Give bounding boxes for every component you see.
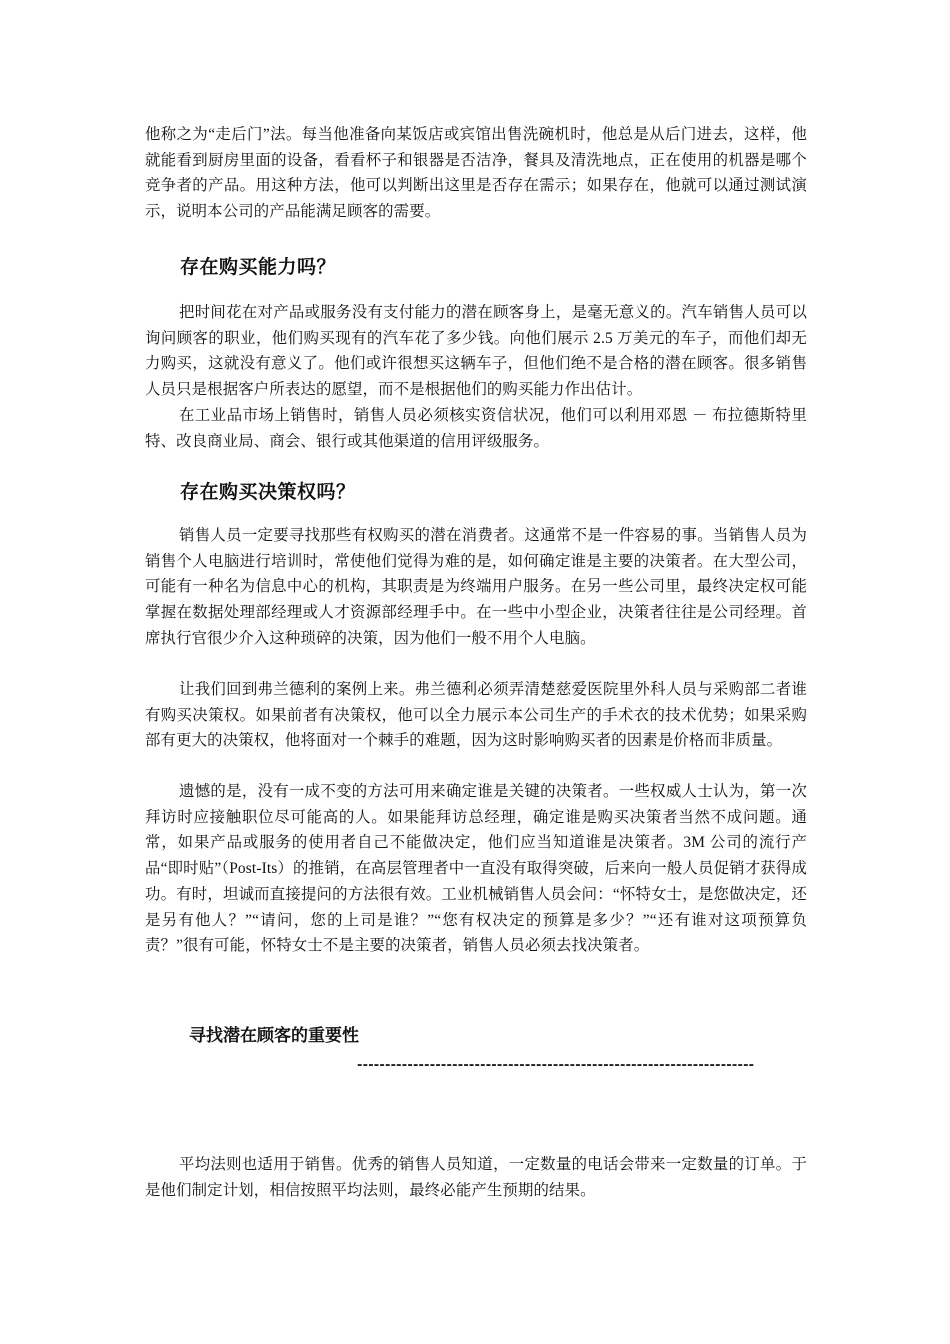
heading-purchasing-ability: 存在购买能力吗？ <box>180 256 337 278</box>
paragraph-ability-1: 把时间花在对产品或服务没有支付能力的潜在顾客身上，是毫无意义的。汽车销售人员可以询问顾客的职业，他们购买现有的汽车花了多少钱。向他们展示 2.5 万美元的车子，而他们却无力购买，这就没有意义了。他们或许很想买这辆车子，但他们绝不是合格的潜在顾客。很多销售人员只是根据客户所表达的愿望，而不是根据他们的购买能力作出估计。 <box>145 304 807 399</box>
dashed-rule: ----------------------------------------------------------------------- <box>357 1058 755 1073</box>
paragraph-intro: 他称之为“走后门”法。每当他准备向某饭店或宾馆出售洗碗机时，他总是从后门进去，这样，他就能看到厨房里面的设备，看看杯子和银器是否洁净，餐具及清洗地点，正在使用的机器是哪个竞争者的产品。用这种方法，他可以判断出这里是否存在需示；如果存在，他就可以通过测试演示，说明本公司的产品能满足顾客的需要。 <box>145 126 807 221</box>
heading-importance-of-prospecting: 寻找潜在顾客的重要性 <box>189 1026 359 1046</box>
paragraph-law-of-averages: 平均法则也适用于销售。优秀的销售人员知道，一定数量的电话会带来一定数量的订单。于是他们制定计划，相信按照平均法则，最终必能产生预期的结果。 <box>145 1156 807 1199</box>
paragraph-authority-2: 让我们回到弗兰德利的案例上来。弗兰德利必须弄清楚慈爱医院里外科人员与采购部二者谁有购买决策权。如果前者有决策权，他可以全力展示本公司生产的手术衣的技术优势；如果采购部有更大的决策权，他将面对一个棘手的难题，因为这时影响购买者的因素是价格而非质量。 <box>145 681 807 750</box>
paragraph-ability-2: 在工业品市场上销售时，销售人员必须核实资信状况，他们可以利用邓恩 － 布拉德斯特里特、改良商业局、商会、银行或其他渠道的信用评级服务。 <box>145 407 807 450</box>
heading-decision-authority: 存在购买决策权吗？ <box>180 481 356 503</box>
paragraph-authority-1: 销售人员一定要寻找那些有权购买的潜在消费者。这通常不是一件容易的事。当销售人员为销售个人电脑进行培训时，常使他们觉得为难的是，如何确定谁是主要的决策者。在大型公司，可能有一种名为信息中心的机构，其职责是为终端用户服务。在另一些公司里，最终决定权可能掌握在数据处理部经理或人才资源部经理手中。在一些中小型企业，决策者往往是公司经理。首席执行官很少介入这种琐碎的决策，因为他们一般不用个人电脑。 <box>145 527 807 647</box>
paragraph-authority-3: 遗憾的是，没有一成不变的方法可用来确定谁是关键的决策者。一些权威人士认为，第一次拜访时应接触职位尽可能高的人。如果能拜访总经理，确定谁是购买决策者当然不成问题。通常，如果产品或服务的使用者自己不能做决定，他们应当知道谁是决策者。3M 公司的流行产品“即时贴”（Post-Its）的推销，在高层管理者中一直没有取得突破，后来向一般人员促销才获得成功。有时，坦诚而直接提问的方法很有效。工业机械销售人员会问：“怀特女士，是您做决定，还是另有他人？”“请问，您的上司是谁？”“您有权决定的预算是多少？”“还有谁对这项预算负责？”很有可能，怀特女士不是主要的决策者，销售人员必须去找决策者。 <box>145 783 807 955</box>
